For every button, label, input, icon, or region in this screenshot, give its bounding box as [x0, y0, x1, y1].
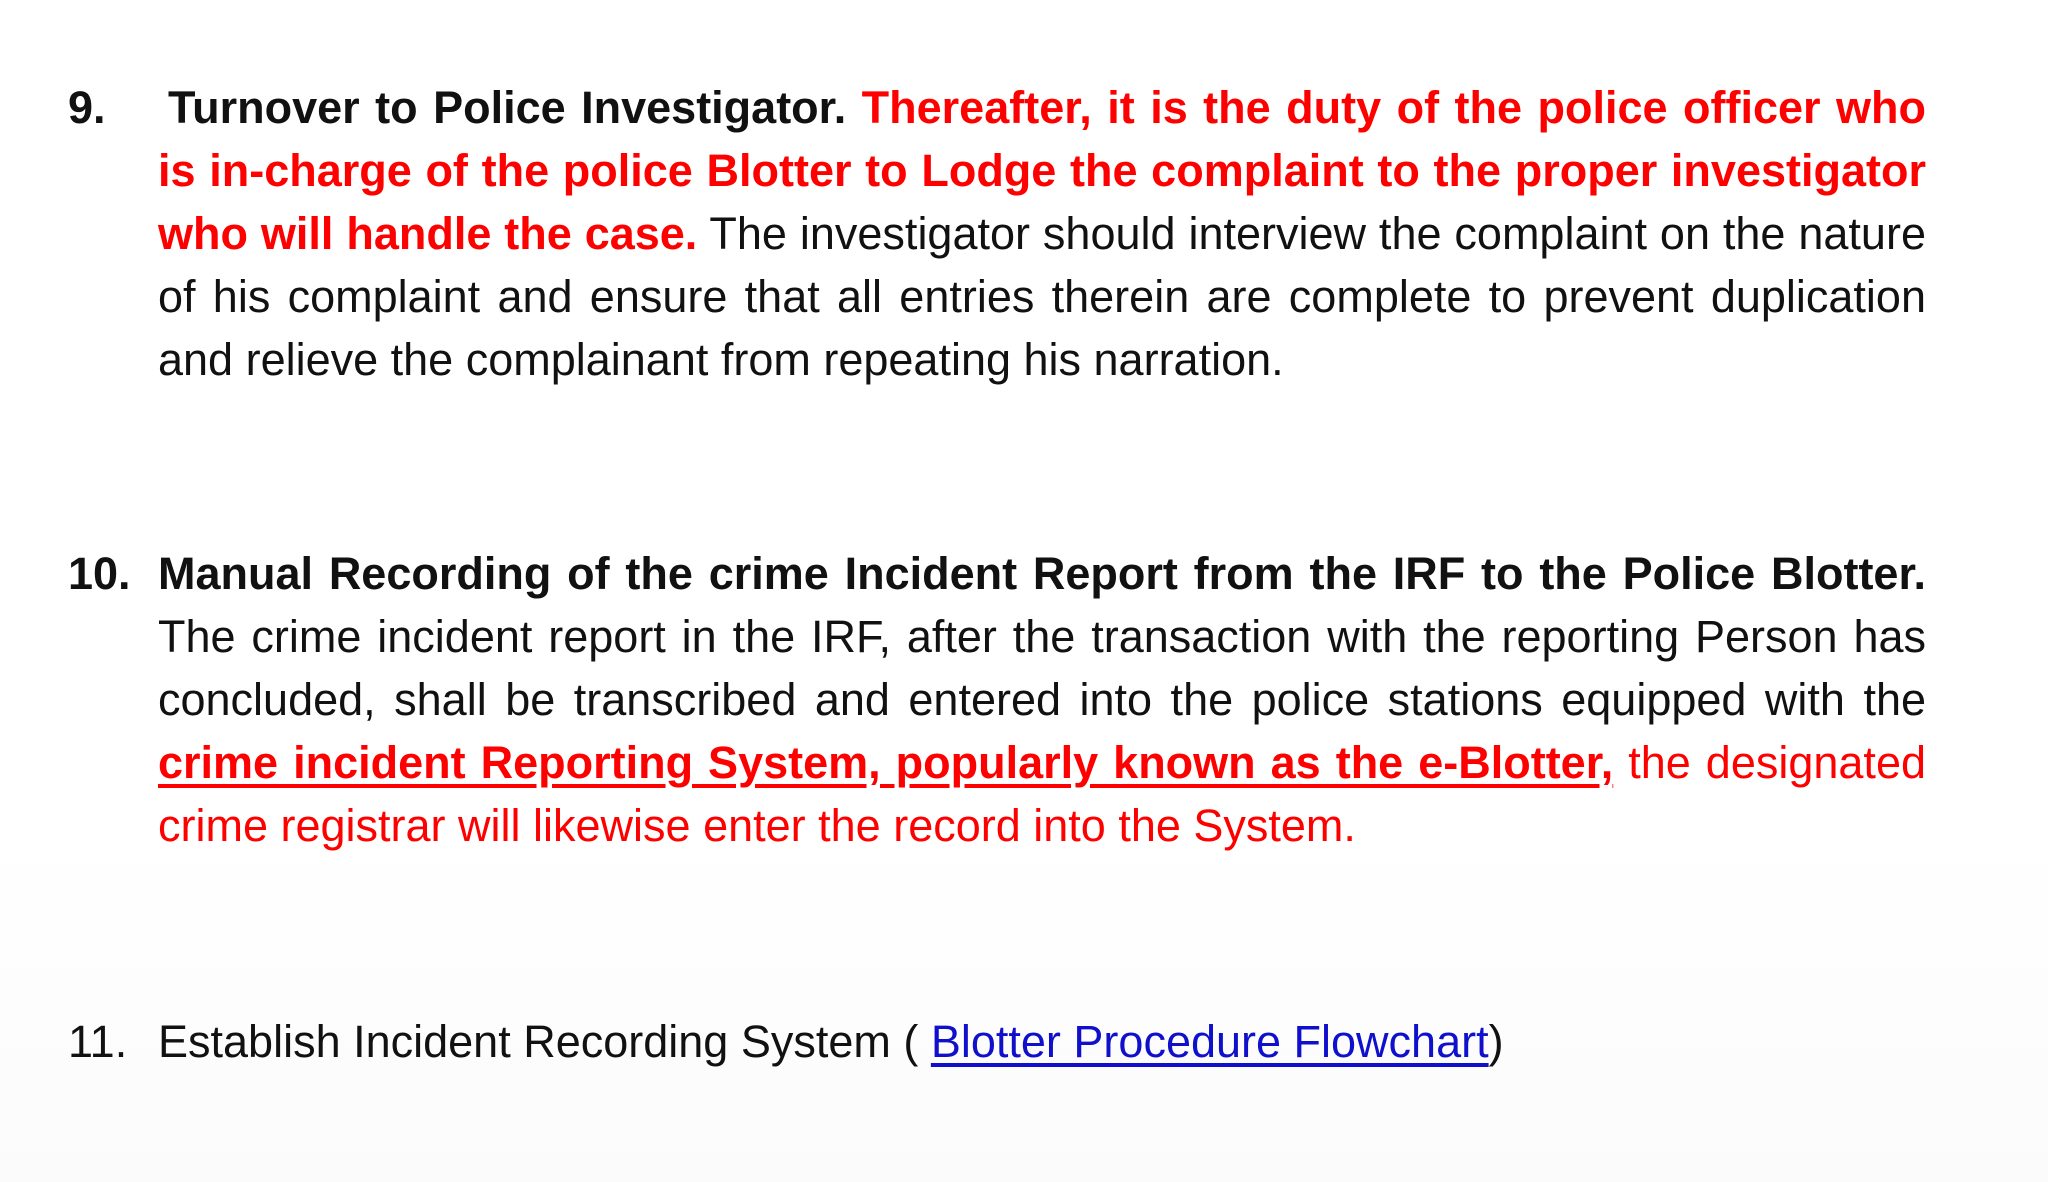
item-body [158, 1010, 1926, 1073]
item-title: Turnover to Police Investigator. [168, 82, 847, 133]
item-number: 10. [68, 548, 131, 599]
body-text: The investigator should interview the complaint on the nature of his complaint and ensure that all entries therein are complete to prevent duplication and relieve the complainant from repeating his narration. [158, 208, 1926, 385]
item-number: 11. [68, 1016, 128, 1067]
item-number: 9. [68, 82, 106, 133]
closing-paren: ) [1488, 1016, 1504, 1067]
body-text: Establish Incident Recording System ( [158, 1016, 919, 1067]
list-item-9 [68, 76, 1926, 391]
red-emphasis-text: Thereafter, it is the duty of the police officer who is in-charge of the police Blotter to Lodge the complaint to the proper investigator who will handle the case. [158, 82, 1926, 259]
item-title: Manual Recording of the crime Incident Report from the IRF to the Police Blotter. [158, 548, 1926, 599]
underlined-red-emphasis-text: crime incident Reporting System, popularly known as the e-Blotter, [158, 737, 1614, 788]
item-body [158, 76, 1926, 391]
list-item-11 [68, 1010, 1926, 1073]
red-body-text: the designated crime registrar will likewise enter the record into the System. [158, 737, 1926, 851]
blotter-flowchart-link[interactable]: Blotter Procedure Flowchart [930, 1016, 1489, 1067]
body-text: The crime incident report in the IRF, after the transaction with the reporting Person has concluded, shall be transcribed and entered into the police stations equipped with the [158, 611, 1926, 725]
item-body [158, 542, 1926, 857]
list-item-10 [68, 542, 1926, 857]
